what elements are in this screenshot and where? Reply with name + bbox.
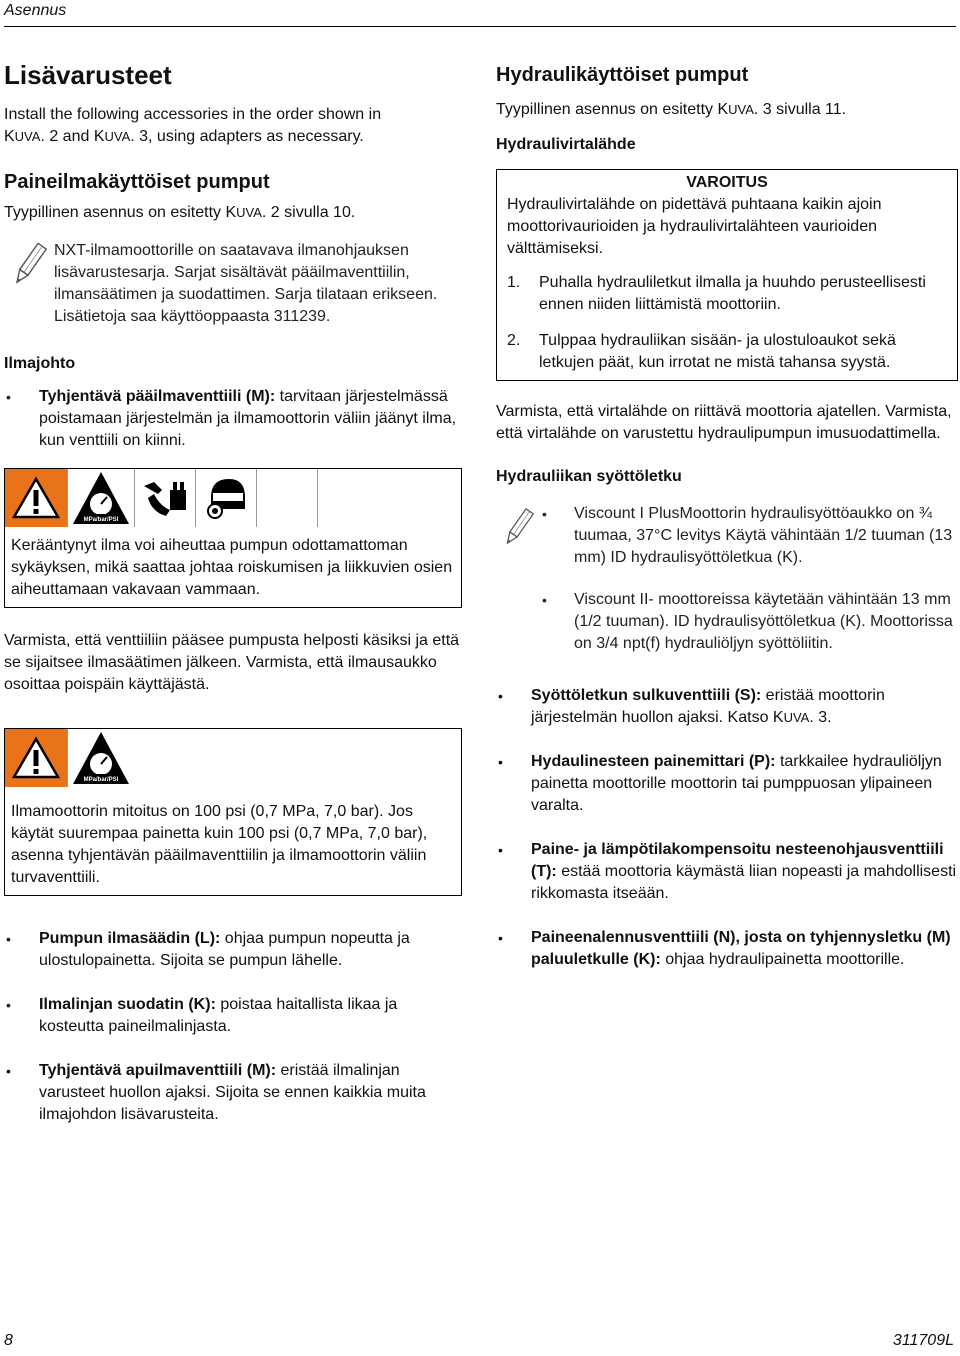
step-2: 2. Tulppaa hydrauliikan sisään- ja ulostuloaukot sekä letkujen päät, kun irrotat ne mistä tahansa syystä. — [507, 332, 896, 371]
supply-hose-heading: Hydrauliikan syöttöletku — [496, 468, 682, 485]
warning-icon-row — [5, 729, 461, 791]
document-number: 311709L — [892, 1332, 954, 1349]
svg-text:MPa/bar/PSI: MPa/bar/PSI — [83, 777, 119, 783]
bullet-sulkuventtiili: • Syöttöletkun sulkuventtiili (S): eristää moottorin järjestelmän huollon ajaksi. Katso KUVA. 3. — [498, 687, 885, 726]
bullet-suodatin: • Ilmalinjan suodatin (K): poistaa haitallista likaa ja kosteutta paineilmalinjasta. — [6, 996, 398, 1035]
warning-triangle-icon — [5, 469, 68, 527]
note-nxt-text: NXT-ilmamoottorille on saatavava ilmanohjauksen lisävarustesarja. Sarjat sisältävät pääilmaventtiilin, ilmansäätimen ja suodattimen. Sarja tilataan erikseen. Lisätietoja saa käyttöoppaasta 311239. — [54, 242, 438, 325]
pencil-note-icon — [496, 503, 540, 553]
hyd-typical-text: Tyypillinen asennus on esitetty KUVA. 3 sivulla 11. — [496, 101, 847, 118]
hand-injury-icon — [135, 469, 196, 527]
empty-icon-cell — [318, 469, 378, 527]
bullet-painemittari: • Hydaulinesteen painemittari (P): tarkkailee hydrauliöljyn painetta moottorille moottorin tai pumppuosan ylipaineen varalta. — [498, 753, 942, 814]
varoitus-title: VAROITUS — [686, 174, 768, 191]
varoitus-box — [496, 169, 958, 381]
ilmajohto-heading: Ilmajohto — [4, 355, 76, 372]
warning-1-text: Kerääntynyt ilma voi aiheuttaa pumpun odottamattoman sykäyksen, mikä saattaa johtaa roiskumisen ja liikkuvien osien aiheuttamaan vakavaan vammaan. — [11, 537, 453, 598]
para-venttiili: Varmista, että venttiiliin pääsee pumpusta helposti käsiksi ja että se sijaitsee ilmasäätimen jälkeen. Varmista, että ilmausaukko osoittaa poispäin käyttäjästä. — [4, 632, 460, 693]
note-nxt — [4, 240, 462, 328]
intro-text: Install the following accessories in the order shown in KUVA. 2 and KUVA. 3, using adapters as necessary. — [4, 106, 382, 145]
empty-icon-cell — [257, 469, 318, 527]
bullet-apuilmaventtiili: • Tyhjentävä apuilmaventtiili (M): eristää ilmalinjan varusteet huollon ajaksi. Sijoita se ennen kaikkia muita ilmajohdon lisävarusteita. — [6, 1062, 426, 1123]
svg-text:MPa/bar/PSI: MPa/bar/PSI — [83, 517, 119, 523]
bullet-dot: • — [6, 389, 11, 405]
note-bullet-viscount-1: • Viscount I PlusMoottorin hydraulisyöttöaukko on ¾ tuumaa, 37°C levitys Käytä vähintään 1/2 tuuman (13 mm) ID hydraulisyöttöletkua (K). — [542, 505, 953, 566]
pressure-gauge-hazard-icon — [68, 729, 134, 787]
air-pumps-heading: Paineilmakäyttöiset pumput — [4, 171, 270, 193]
note-viscount — [496, 503, 958, 655]
warning-triangle-icon — [5, 729, 68, 787]
step-1: 1. Puhalla hydrauliletkut ilmalla ja huuhdo perusteellisesti ennen niiden liittämistä moottoriin. — [507, 274, 926, 313]
warning-box-2 — [4, 728, 462, 896]
page-number: 8 — [4, 1332, 13, 1349]
bullet-ohjausventtiili: • Paine- ja lämpötilakompensoitu nesteenohjausventtiili (T): estää moottoria käymästä liian nopeasti ja mahdollisesti rikkomasta itseään. — [498, 841, 957, 902]
note-bullet-viscount-2: • Viscount II- moottoreissa käytetään vähintään 13 mm (1/2 tuuman). ID hydraulisyöttöletkua (K). Moottorissa on 3/4 npt(f) hydrauliöljyn syöttöliitin. — [542, 591, 953, 652]
bullet-ilmasaadin: • Pumpun ilmasäädin (L): ohjaa pumpun nopeutta ja ulostulopainetta. Sijoita se pumpun lähelle. — [6, 930, 410, 969]
right-column — [496, 63, 958, 971]
pressure-gauge-hazard-icon — [68, 469, 135, 527]
pencil-note-icon — [4, 240, 54, 290]
bullet-paineenalennusventtiili: • Paineenalennusventtiili (N), josta on tyhjennysletku (M) paluuletkulle (K): ohjaa hydraulipainetta moottorille. — [498, 929, 951, 968]
hydraulic-source-heading: Hydraulivirtalähde — [496, 136, 636, 153]
warning-2-text: Ilmamoottorin mitoitus on 100 psi (0,7 MPa, 7,0 bar). Jos käytät suurempaa painetta kuin 100 psi (0,7 MPa, 7,0 bar), asenna tyhjentävän pääilmaventtiilin ja ilmamoottorin väliin turvaventtiili. — [11, 803, 428, 886]
bullet-paailmaventtiili: • Tyhjentävä pääilmaventtiili (M): tarvitaan järjestelmässä poistamaan järjestelmän ja ilmamoottorin väliin jäänyt ilma, kun venttiili on kiinni. — [6, 388, 457, 449]
header-section-label: Asennus — [4, 2, 67, 19]
warning-box-1 — [4, 468, 462, 608]
warning-icon-row — [5, 469, 461, 531]
header-rule — [4, 26, 956, 27]
para-virtalahde: Varmista, että virtalähde on riittävä moottoria ajatellen. Varmista, että virtalähde on varustettu hydraulipumpun imusuodattimella. — [496, 403, 952, 442]
hydraulic-pumps-heading: Hydraulikäyttöiset pumput — [496, 64, 749, 86]
left-column — [4, 60, 462, 1126]
air-typical-text: Tyypillinen asennus on esitetty KUVA. 2 sivulla 10. — [4, 204, 356, 221]
protective-equipment-icon — [196, 469, 257, 527]
page-title: Lisävarusteet — [4, 60, 172, 90]
varoitus-text: Hydraulivirtalähde on pidettävä puhtaana kaikin ajoin moottorivaurioiden ja hydraulivirtalähteen vaurioiden välttämiseksi. — [507, 196, 882, 257]
